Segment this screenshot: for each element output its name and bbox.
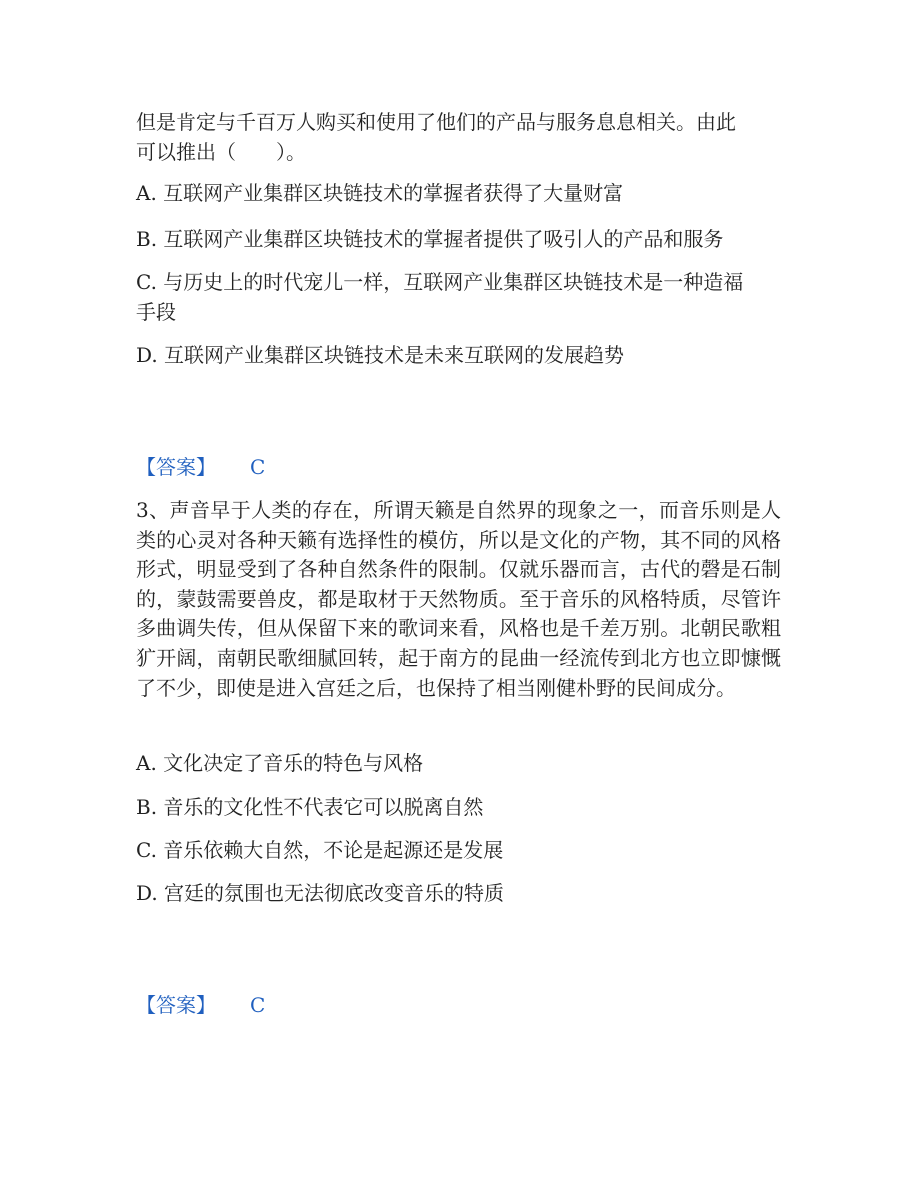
- q2-answer-label: 【答案】: [136, 455, 216, 479]
- q2-option-b: B. 互联网产业集群区块链技术的掌握者提供了吸引人的产品和服务: [136, 227, 724, 251]
- q3-answer-value: C: [250, 993, 266, 1017]
- q2-option-d: D. 互联网产业集群区块链技术是未来互联网的发展趋势: [136, 343, 625, 367]
- q2-stem-line-2: 可以推出（ ）。: [136, 140, 306, 164]
- q2-stem-line-1: 但是肯定与千百万人购买和使用了他们的产品与服务息息相关。由此: [136, 110, 736, 134]
- q2-option-a: A. 互联网产业集群区块链技术的掌握者获得了大量财富: [136, 181, 624, 205]
- q2-option-c-continued: 手段: [136, 300, 176, 324]
- q2-answer-value: C: [250, 455, 266, 479]
- q2-answer: [136, 453, 265, 481]
- q3-answer-label: 【答案】: [136, 993, 216, 1017]
- q3-option-b: B. 音乐的文化性不代表它可以脱离自然: [136, 795, 484, 819]
- q3-answer: [136, 991, 265, 1019]
- q3-option-c: C. 音乐依赖大自然，不论是起源还是发展: [136, 838, 504, 862]
- q3-option-d: D. 宫廷的氛围也无法彻底改变音乐的特质: [136, 881, 505, 905]
- q3-stem: 3、声音早于人类的存在，所谓天籁是自然界的现象之一，而音乐则是人类的心灵对各种天籁有选择性的模仿，所以是文化的产物，其不同的风格形式，明显受到了各种自然条件的限制。仅就乐器而言，古代的磬是石制的，蒙鼓需要兽皮，都是取材于天然物质。至于音乐的风格特质，尽管许多曲调失传，但从保留下来的歌词来看，风格也是千差万别。北朝民歌粗犷开阔，南朝民歌细腻回转，起于南方的昆曲一经流传到北方也立即慷慨了不少，即使是进入宫廷之后，也保持了相当刚健朴野的民间成分。: [136, 498, 781, 700]
- q3-option-a: A. 文化决定了音乐的特色与风格: [136, 751, 424, 775]
- q2-option-c: C. 与历史上的时代宠儿一样，互联网产业集群区块链技术是一种造福: [136, 270, 744, 294]
